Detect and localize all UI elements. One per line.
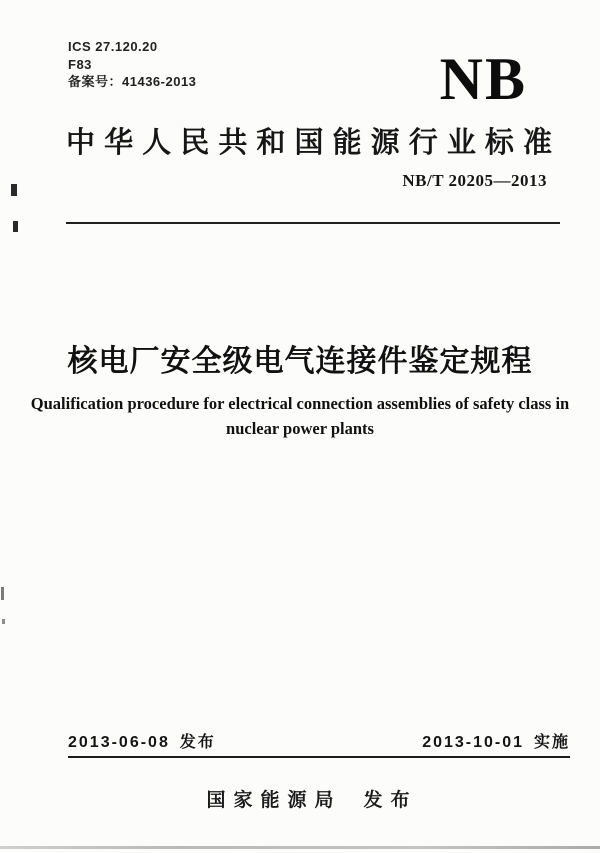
publisher-row (12, 785, 600, 812)
standard-number: NB/T 20205—2013 (402, 171, 547, 190)
scan-artifact (2, 619, 5, 624)
standard-category-title: 中华人民共和国能源行业标准 (66, 127, 552, 159)
classification-code: F83 (68, 56, 92, 72)
dates-row (68, 729, 570, 758)
publisher-name: 国家能源局 (206, 790, 342, 811)
nb-logo: NB (439, 46, 527, 112)
document-title-en-line2: nuclear power plants (226, 419, 374, 438)
document-title-en (0, 391, 600, 441)
publisher-action-label: 发布 (363, 790, 418, 811)
issue-date: 2013-06-08 (68, 734, 170, 751)
record-number: 备案号：41436-2013 (68, 74, 197, 89)
ics-code: ICS 27.120.20 (68, 39, 158, 54)
document-title-zh: 核电厂安全级电气连接件鉴定规程 (67, 345, 533, 378)
issue-date-label: 发布 (179, 734, 216, 751)
implement-date: 2013-10-01 (422, 734, 525, 751)
document-title-en-line1: Qualification procedure for electrical connection assemblies of safety class in (30, 394, 570, 413)
scan-artifact (11, 184, 17, 196)
implement-date-group (422, 729, 570, 752)
issue-date-group (68, 729, 216, 752)
ics-classification-block (68, 38, 196, 91)
header-divider-rule (66, 222, 560, 224)
implement-date-label: 实施 (533, 734, 570, 751)
scan-edge-shadow (0, 846, 600, 849)
scan-artifact (13, 221, 18, 232)
scan-artifact (1, 587, 4, 600)
